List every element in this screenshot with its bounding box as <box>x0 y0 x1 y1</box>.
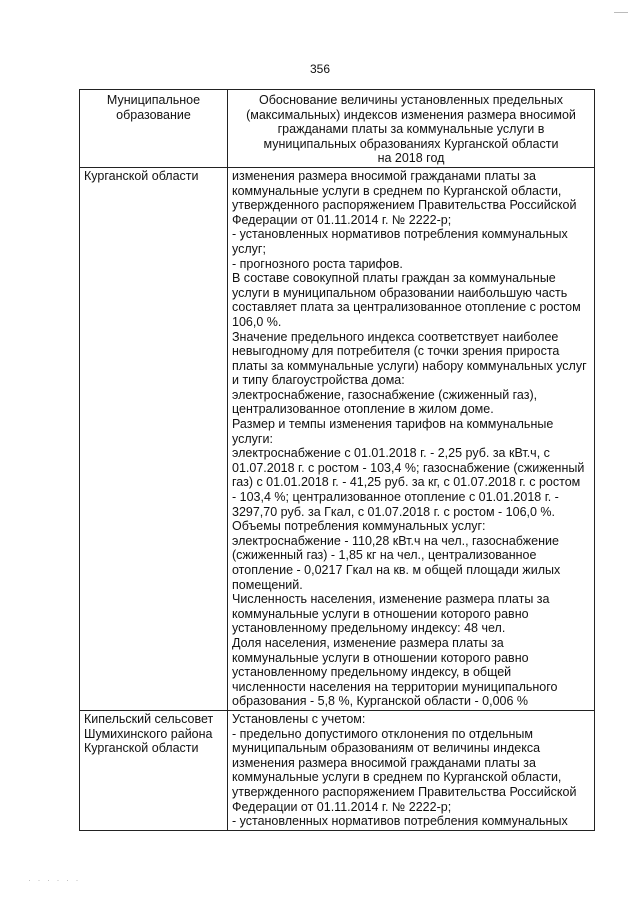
header-line: гражданами платы за коммунальные услуги в <box>277 122 545 137</box>
text-line: платы за коммунальные услуги) набору коммунальных услуг <box>232 358 587 373</box>
text-line: - 103,4 %; централизованное отопление с 01.01.2018 г. - <box>232 490 559 505</box>
text-line: Доля населения, изменение размера платы за <box>232 635 504 650</box>
page-number: 356 <box>309 62 331 76</box>
text-line: В составе совокупной платы граждан за коммунальные <box>232 271 556 286</box>
text-line: помещений. <box>232 577 303 592</box>
text-line: коммунальные услуги в среднем по Курганской области, <box>232 770 562 785</box>
header-justification <box>228 90 595 168</box>
text-line: коммунальные услуги в отношении которого равно <box>232 650 529 665</box>
text-line: услуг; <box>232 241 266 256</box>
text-line: - прогнозного роста тарифов. <box>232 256 403 271</box>
municipality-name-line: Кипельский сельсовет <box>84 711 214 726</box>
justification-text <box>228 167 595 710</box>
text-line: - установленных нормативов потребления коммунальных <box>232 227 568 242</box>
text-line: установленному предельному индексу, в общей <box>232 665 512 680</box>
text-line: Установлены с учетом: <box>232 711 366 726</box>
table-header-row <box>80 90 595 168</box>
table-row <box>80 167 595 710</box>
text-line: электроснабжение с 01.01.2018 г. - 2,25 руб. за кВт.ч, с <box>232 446 550 461</box>
text-line: Размер и темпы изменения тарифов на коммунальные <box>232 417 554 432</box>
text-line: услуги: <box>232 431 273 446</box>
municipality-name <box>80 710 228 830</box>
header-line: Обоснование величины установленных предельных <box>259 93 563 107</box>
scan-artifact: · · · · · · <box>28 875 81 885</box>
justification-table <box>79 89 595 831</box>
text-line: невыгодному для потребителя (с точки зрения прироста <box>232 344 560 359</box>
header-line: образование <box>116 107 191 122</box>
table-row <box>80 710 595 830</box>
text-line: муниципальным образованиям от величины индекса <box>232 741 541 756</box>
text-line: - предельно допустимого отклонения по отдельным <box>232 726 534 741</box>
municipality-name-line: Курганской области <box>84 741 199 756</box>
text-line: электроснабжение, газоснабжение (сжиженный газ), <box>232 387 538 402</box>
text-line: численности населения на территории муниципального <box>232 679 558 694</box>
text-line: утвержденного распоряжением Правительства Российской <box>232 198 577 213</box>
text-line: газ) с 01.01.2018 г. - 41,25 руб. за кг, с 01.07.2018 г. с ростом <box>232 475 581 490</box>
text-line: 3297,70 руб. за Гкал, с 01.07.2018 г. с ростом - 106,0 %. <box>232 504 556 519</box>
text-line: услуги в муниципальном образовании наибольшую часть <box>232 285 568 300</box>
header-municipality <box>80 90 228 168</box>
text-line: установленному предельному индексу: 48 чел. <box>232 621 506 636</box>
text-line: утвержденного распоряжением Правительства Российской <box>232 784 577 799</box>
text-line: Значение предельного индекса соответствует наиболее <box>232 329 559 344</box>
text-line: Численность населения, изменение размера платы за <box>232 592 550 607</box>
text-line: изменения размера вносимой гражданами платы за <box>232 755 536 770</box>
text-line: централизованное отопление в жилом доме. <box>232 402 494 417</box>
corner-mark <box>614 12 628 13</box>
text-line: образования - 5,8 %, Курганской области - 0,006 % <box>232 694 529 709</box>
text-line: - установленных нормативов потребления коммунальных <box>232 814 568 829</box>
text-line: составляет плата за централизованное отопление с ростом <box>232 300 581 315</box>
text-line: коммунальные услуги в отношении которого равно <box>232 606 529 621</box>
municipality-name-line: Курганской области <box>84 168 199 183</box>
text-line: Федерации от 01.11.2014 г. № 2222-р; <box>232 212 452 227</box>
text-line: Объемы потребления коммунальных услуг: <box>232 519 486 534</box>
header-line: на 2018 год <box>377 151 445 166</box>
text-line: 01.07.2018 г. с ростом - 103,4 %; газоснабжение (сжиженный <box>232 460 585 475</box>
text-line: электроснабжение - 110,28 кВт.ч на чел., газоснабжение <box>232 533 559 548</box>
header-line: (максимальных) индексов изменения размера вносимой <box>246 107 576 122</box>
text-line: (сжиженный газ) - 1,85 кг на чел., централизованное <box>232 548 537 563</box>
municipality-name-line: Шумихинского района <box>84 726 213 741</box>
text-line: отопление - 0,0217 Гкал на кв. м общей площади жилых <box>232 563 561 577</box>
header-line: Муниципальное <box>106 93 201 107</box>
municipality-name <box>80 167 228 710</box>
text-line: 106,0 %. <box>232 314 282 329</box>
header-line: муниципальных образованиях Курганской области <box>263 136 559 151</box>
text-line: и типу благоустройства дома: <box>232 373 405 388</box>
text-line: изменения размера вносимой гражданами платы за <box>232 168 536 183</box>
text-line: Федерации от 01.11.2014 г. № 2222-р; <box>232 799 452 814</box>
justification-text <box>228 710 595 830</box>
text-line: коммунальные услуги в среднем по Курганской области, <box>232 183 562 198</box>
